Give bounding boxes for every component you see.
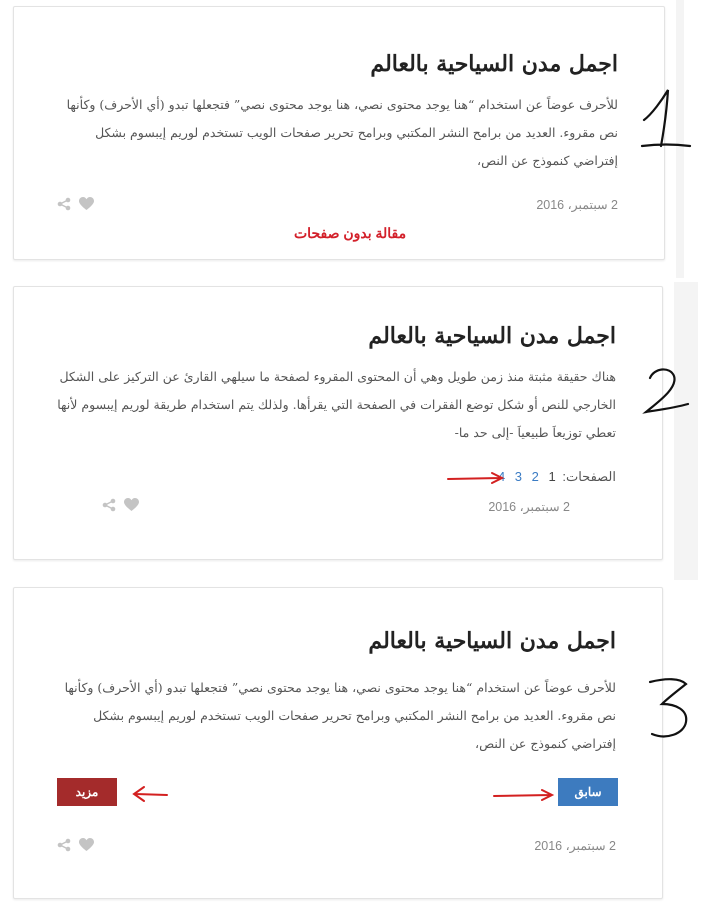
post-actions [57,838,94,852]
pagination [495,469,616,485]
post-actions [102,498,139,512]
post-excerpt: هناك حقيقة مثبتة منذ زمن طويل وهي أن المحتوى المقروء لصفحة ما سيلهي القارئ عن التركيز على الشكل الخارجي للنص أو شكل توضع الفقرات في الصفحة التي يقرأها. ولذلك يتم استخدام طريقة لوريم إيبسوم لأنها تعطي توزيعاَ طبيعياَ -إلى حد ما- [57,369,616,440]
more-button[interactable]: مزيد [57,778,117,806]
pagination-link[interactable]: 3 [514,469,523,484]
heart-icon[interactable] [79,197,94,211]
heart-icon[interactable] [79,838,94,852]
post-title[interactable]: اجمل مدن السياحية بالعالم [370,51,618,77]
post-date: 2 سبتمبر، 2016 [488,500,570,514]
post-card-plain [13,6,665,260]
post-excerpt: للأحرف عوضاً عن استخدام “هنا يوجد محتوى نصي، هنا يوجد محتوى نصي” فتجعلها تبدو (أي الأحرف) وكأنها نص مقروء. العديد من برامح النشر المكتبي وبرامح تحرير صفحات الويب تستخدم لوريم إيبسوم بشكل إفتراضي كنموذج عن النص، [66,97,618,168]
pagination-current: 1 [548,469,556,484]
pagination-link[interactable]: 2 [531,469,539,484]
post-title[interactable]: اجمل مدن السياحية بالعالم [368,628,616,654]
share-icon[interactable] [57,838,71,852]
no-pages-note: مقالة بدون صفحات [294,225,407,241]
previous-button[interactable]: سابق [558,778,618,806]
pagination-link[interactable]: 4 [497,469,506,484]
share-icon[interactable] [57,197,71,211]
post-card-buttons [13,587,663,899]
heart-icon[interactable] [124,498,139,512]
post-date: 2 سبتمبر، 2016 [534,839,616,853]
background-strip [674,282,698,580]
post-title[interactable]: اجمل مدن السياحية بالعالم [368,323,616,349]
post-card-paginated [13,286,663,560]
red-arrow-icon [492,787,558,807]
pagination-label: الصفحات: [562,469,616,484]
annotation-number [640,364,692,424]
annotation-number [638,84,694,162]
share-icon[interactable] [102,498,116,512]
post-excerpt: للأحرف عوضاً عن استخدام “هنا يوجد محتوى نصي، هنا يوجد محتوى نصي” فتجعلها تبدو (أي الأحرف) وكأنها نص مقروء. العديد من برامح النشر المكتبي وبرامح تحرير صفحات الويب تستخدم لوريم إيبسوم بشكل إفتراضي كنموذج عن النص، [64,680,616,751]
post-date: 2 سبتمبر، 2016 [536,198,618,212]
red-arrow-icon [130,784,170,808]
annotation-number [646,676,696,746]
red-arrow-icon [446,470,508,489]
post-actions [57,197,94,211]
